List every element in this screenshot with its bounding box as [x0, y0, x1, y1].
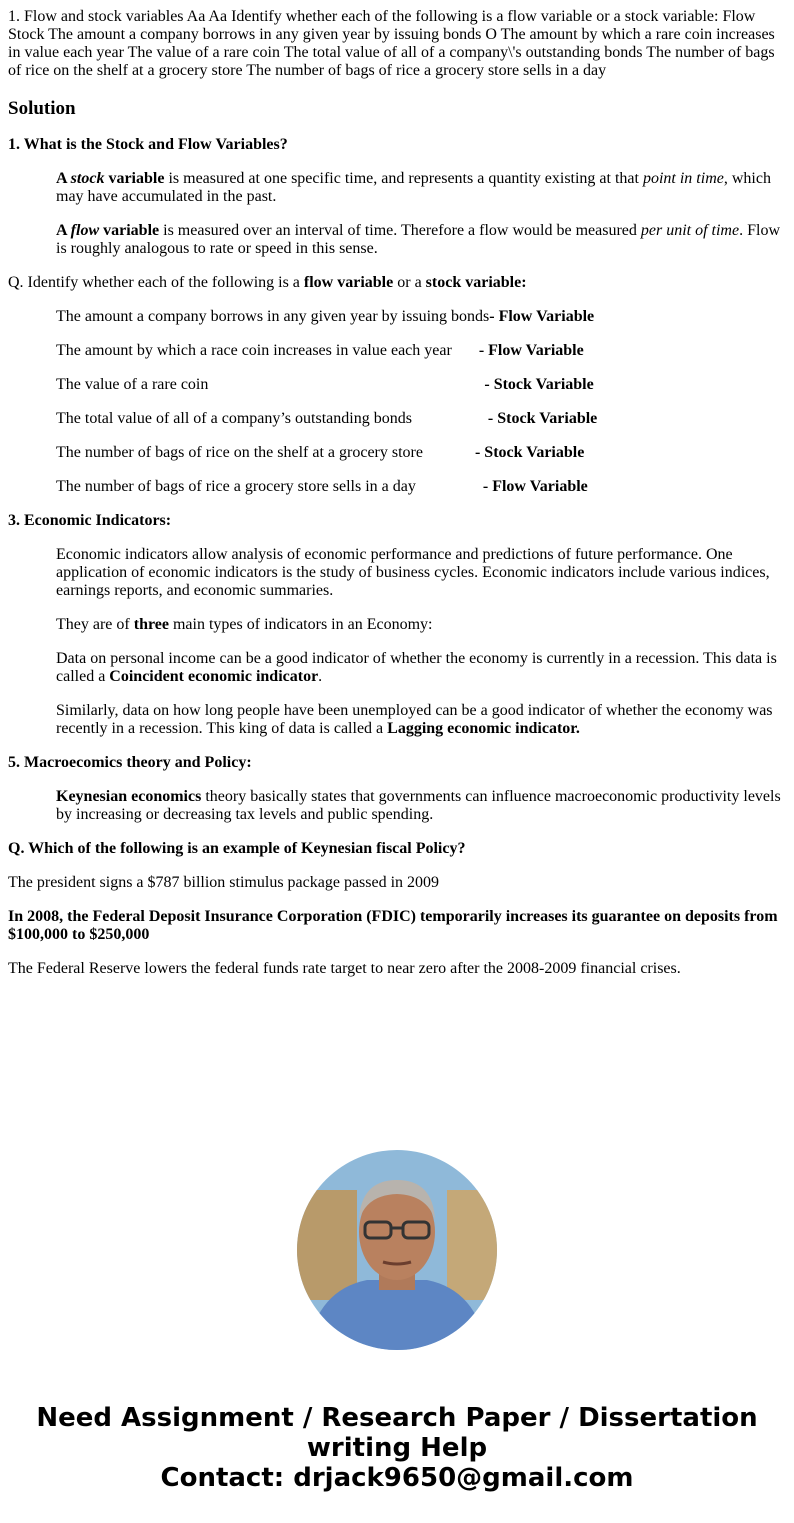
section-1-heading: 1. What is the Stock and Flow Variables? [8, 136, 288, 153]
paragraph: They are of three main types of indicators in an Economy: [56, 616, 433, 633]
list-item: The amount by which a race coin increases in value each year - Flow Variable [56, 342, 584, 359]
list-item: The total value of all of a company’s outstanding bonds - Stock Variable [56, 410, 598, 427]
paragraph: Economic indicators allow analysis of economic performance and predictions of future performance. One application of economic indicators is the study of business cycles. Economic indicators include various indices, earnings reports, and economic summaries. [56, 546, 770, 599]
paragraph: Similarly, data on how long people have been unemployed can be a good indicator of whether the economy was recently in a recession. This king of data is called a Lagging economic indicator. [56, 702, 773, 737]
option-2-answer: In 2008, the Federal Deposit Insurance Corporation (FDIC) temporarily increases its guarantee on deposits from $100,000 to $250,000 [8, 908, 778, 943]
list-item: The value of a rare coin - Stock Variable [56, 376, 594, 393]
author-photo [297, 1150, 497, 1350]
paragraph: Data on personal income can be a good indicator of whether the economy is currently in a recession. This data is called a Coincident economic indicator. [56, 650, 777, 685]
footer-contact-email: Contact: drjack9650@gmail.com [160, 1463, 634, 1493]
list-item: The number of bags of rice a grocery store sells in a day - Flow Variable [56, 478, 588, 495]
identify-question: Q. Identify whether each of the following is a flow variable or a stock variable: [8, 274, 527, 291]
section-5-heading: 5. Macroecomics theory and Policy: [8, 754, 252, 771]
option-3: The Federal Reserve lowers the federal funds rate target to near zero after the 2008-2009 financial crises. [8, 960, 681, 977]
stock-definition: A stock variable is measured at one specific time, and represents a quantity existing at that point in time, which may have accumulated in the past. [56, 170, 771, 205]
list-item: The amount a company borrows in any given year by issuing bonds- Flow Variable [56, 308, 595, 325]
question-text: 1. Flow and stock variables Aa Aa Identify whether each of the following is a flow variable or a stock variable: Flow Stock The amount a company borrows in any given year by issuing bonds O The amount by which a rare coin increases in value each year The value of a rare coin The total value of all of a company\'s outstanding bonds The number of bags of rice on the shelf at a grocery store The number of bags of rice a grocery store sells in a day [8, 8, 775, 79]
solution-heading: Solution [8, 98, 76, 119]
footer-help-text: Need Assignment / Research Paper / Dissertation writing Help [36, 1403, 758, 1463]
flow-definition: A flow variable is measured over an interval of time. Therefore a flow would be measured per unit of time. Flow is roughly analogous to rate or speed in this sense. [56, 222, 780, 257]
section-3-heading: 3. Economic Indicators: [8, 512, 172, 529]
list-item: The number of bags of rice on the shelf at a grocery store - Stock Variable [56, 444, 585, 461]
keynesian-question: Q. Which of the following is an example of Keynesian fiscal Policy? [8, 840, 466, 857]
paragraph: Keynesian economics theory basically states that governments can influence macroeconomic productivity levels by increasing or decreasing tax levels and public spending. [56, 788, 781, 823]
option-1: The president signs a $787 billion stimulus package passed in 2009 [8, 874, 440, 891]
contact-footer [8, 1403, 786, 1493]
